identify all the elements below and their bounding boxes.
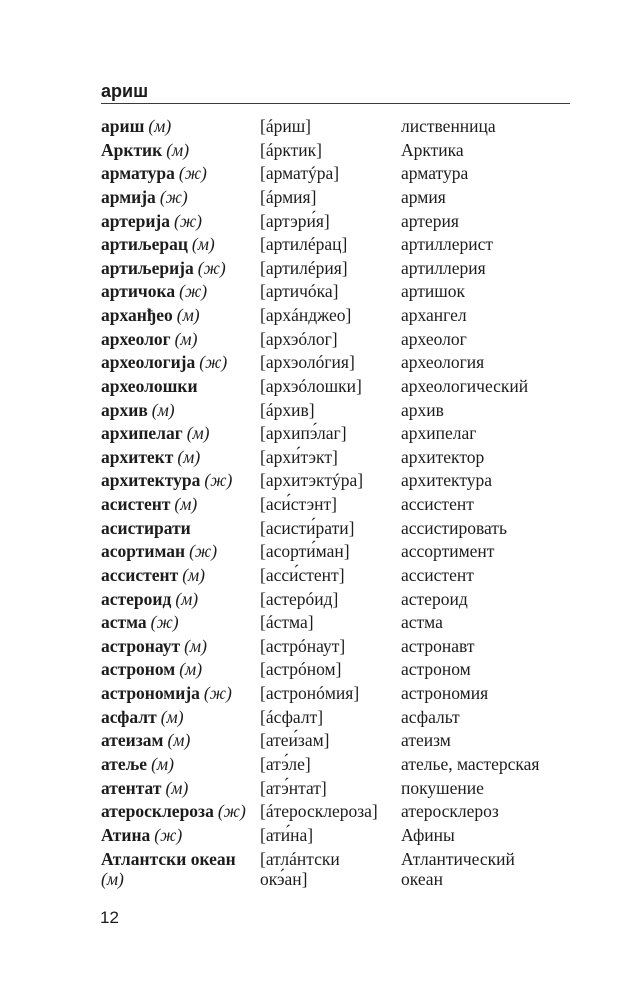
gender-label: (ж)	[217, 801, 246, 822]
headword-cell	[101, 186, 260, 210]
headword: ариш	[101, 116, 145, 136]
gender-label: (м)	[166, 139, 190, 160]
headword: архипелаг	[101, 423, 183, 444]
dictionary-entry	[101, 753, 571, 777]
dictionary-entry	[101, 422, 571, 446]
headword: асистент	[101, 494, 171, 514]
pronunciation: [аси́стэнт]	[260, 494, 337, 514]
dictionary-entry	[101, 824, 571, 848]
headword: астероид	[101, 588, 172, 609]
headword: астроном	[101, 659, 176, 680]
pronunciation: [астрóном]	[260, 659, 342, 680]
pronunciation: [артэри́я]	[260, 210, 330, 231]
pronunciation: [архэóлог]	[260, 328, 338, 349]
gender-label: (м)	[184, 635, 207, 656]
pronunciation: [асорти́ман]	[260, 541, 350, 562]
dictionary-entry	[101, 635, 571, 659]
translation: артерия	[401, 210, 459, 231]
dictionary-entry	[101, 469, 571, 493]
headword: архитектура	[101, 470, 201, 491]
headword: артичока	[101, 281, 176, 302]
headword-cell	[101, 469, 260, 493]
gender-label: (м)	[160, 706, 184, 727]
translation: Афины	[401, 824, 455, 845]
headword-cell	[101, 233, 260, 257]
headword: архитект	[101, 446, 174, 467]
gender-label: (м)	[177, 446, 201, 467]
dictionary-entry	[101, 399, 571, 423]
translation: архипелаг	[401, 423, 477, 444]
headword-cell	[101, 540, 260, 564]
translation: ассистировать	[401, 517, 507, 538]
translation: ассистент	[401, 494, 474, 514]
translation: покушение	[401, 777, 484, 798]
headword: артерија	[101, 210, 171, 231]
headword-cell	[101, 824, 260, 848]
headword-cell	[101, 115, 260, 139]
headword: астронаут	[101, 635, 181, 656]
gender-label: (ж)	[189, 541, 218, 562]
headword-cell	[101, 304, 260, 328]
pronunciation: [áриш]	[260, 116, 312, 136]
gender-label: (ж)	[159, 186, 188, 207]
translation: ассортимент	[401, 541, 495, 562]
gender-label: (м)	[176, 305, 200, 325]
headword-cell	[101, 280, 260, 304]
pronunciation: [архáнджео]	[260, 305, 352, 325]
gender-label: (м)	[191, 234, 215, 255]
headword-cell	[101, 210, 260, 234]
headword-cell	[101, 729, 260, 753]
dictionary-entry	[101, 658, 571, 682]
gender-label: (м)	[179, 659, 203, 680]
headword: атеље	[101, 753, 148, 774]
headword: Атина	[101, 824, 151, 845]
gender-label: (ж)	[197, 257, 226, 278]
dictionary-entry	[101, 328, 571, 352]
pronunciation: [áрмия]	[260, 186, 317, 207]
headword: артиљерац	[101, 234, 188, 255]
dictionary-entry	[101, 304, 571, 328]
pronunciation: [астерóид]	[260, 588, 339, 609]
translation: арматура	[401, 163, 469, 184]
headword: артиљерија	[101, 257, 194, 278]
headword: армија	[101, 186, 156, 207]
translation: артишок	[401, 281, 466, 302]
gender-label: (ж)	[204, 470, 233, 491]
headword-cell	[101, 162, 260, 186]
headword-cell	[101, 706, 260, 730]
page-number: 12	[100, 908, 119, 927]
pronunciation: [астронóмия]	[260, 683, 360, 703]
dictionary-entry	[101, 540, 571, 564]
gender-label: (ж)	[179, 281, 208, 302]
dictionary-entry	[101, 682, 571, 706]
translation: астрономия	[401, 683, 489, 703]
gender-label: (м)	[182, 564, 206, 585]
headword-cell	[101, 753, 260, 777]
translation: астроном	[401, 659, 471, 680]
headword-cell	[101, 564, 260, 588]
translation: асфальт	[401, 706, 460, 727]
dictionary-entry	[101, 517, 571, 541]
headword: ассистент	[101, 564, 179, 585]
dictionary-entry	[101, 847, 571, 890]
pronunciation: [архитэктýра]	[260, 470, 364, 491]
translation: архив	[401, 399, 444, 420]
gender-label: (ж)	[154, 824, 183, 845]
translation: артиллерист	[401, 234, 494, 255]
dictionary-entry	[101, 777, 571, 801]
headword: асфалт	[101, 706, 157, 727]
headword: архив	[101, 399, 148, 420]
headword-cell	[101, 399, 260, 423]
pronunciation: [астрóнаут]	[260, 635, 346, 656]
headword-cell	[101, 328, 260, 352]
headword-cell	[101, 422, 260, 446]
pronunciation: [артилéрия]	[260, 257, 348, 278]
pronunciation: [áсфалт]	[260, 706, 324, 727]
pronunciation: [архэолóгия]	[260, 352, 355, 373]
gender-label: (м)	[148, 116, 172, 136]
pronunciation: [архипэ́лаг]	[260, 423, 347, 444]
pronunciation: [асси́стент]	[260, 564, 345, 585]
translation: Атлантический океан	[401, 848, 515, 890]
headword: атентат	[101, 777, 162, 798]
gender-label: (м)	[175, 588, 199, 609]
dictionary-entry	[101, 210, 571, 234]
headword: асортиман	[101, 541, 186, 562]
headword-cell	[101, 517, 260, 541]
gender-label: (ж)	[203, 683, 232, 703]
headword: астрономија	[101, 683, 200, 703]
translation: Арктика	[401, 139, 464, 160]
translation: атеросклероз	[401, 801, 499, 822]
gender-label: (м)	[167, 730, 191, 751]
header-rule	[101, 103, 570, 104]
headword-cell	[101, 658, 260, 682]
translation: артиллерия	[401, 257, 486, 278]
dictionary-entry-list	[101, 115, 571, 890]
gender-label: (м)	[151, 399, 175, 420]
headword-cell	[101, 493, 260, 517]
translation: атеизм	[401, 730, 451, 751]
dictionary-entry	[101, 729, 571, 753]
dictionary-entry	[101, 139, 571, 163]
gender-label: (м)	[165, 777, 189, 798]
translation: астма	[401, 612, 443, 633]
headword: арматура	[101, 163, 175, 184]
headword-cell	[101, 375, 260, 399]
pronunciation: [атэ́ле]	[260, 753, 311, 774]
gender-label: (ж)	[150, 612, 179, 633]
gender-label: (м)	[174, 328, 198, 349]
dictionary-entry	[101, 162, 571, 186]
pronunciation: [áтеросклероза]	[260, 801, 378, 822]
translation: архитектура	[401, 470, 493, 491]
translation: ассистент	[401, 564, 474, 585]
headword-cell	[101, 257, 260, 281]
pronunciation: [асисти́рати]	[260, 517, 355, 538]
headword-cell	[101, 611, 260, 635]
translation: археолог	[401, 328, 467, 349]
headword: археолог	[101, 328, 171, 349]
headword: атеизам	[101, 730, 164, 751]
headword-cell	[101, 588, 260, 612]
dictionary-entry	[101, 186, 571, 210]
gender-label: (м)	[101, 869, 124, 890]
translation: армия	[401, 186, 446, 207]
dictionary-entry	[101, 280, 571, 304]
dictionary-entry	[101, 375, 571, 399]
headword-cell	[101, 849, 251, 890]
dictionary-entry	[101, 611, 571, 635]
dictionary-entry	[101, 233, 571, 257]
headword-cell	[101, 446, 260, 470]
headword-cell	[101, 351, 260, 375]
dictionary-entry	[101, 115, 571, 139]
translation: астероид	[401, 588, 468, 609]
gender-label: (м)	[151, 753, 174, 774]
pronunciation: [архэóлошки]	[260, 375, 362, 396]
pronunciation: [артилéрац]	[260, 234, 348, 255]
headword: Арктик	[101, 139, 163, 160]
translation: архангел	[401, 305, 467, 325]
dictionary-entry	[101, 493, 571, 517]
dictionary-entry	[101, 706, 571, 730]
headword-cell	[101, 635, 260, 659]
dictionary-entry	[101, 564, 571, 588]
gender-label: (м)	[186, 423, 210, 444]
pronunciation: [ати́на]	[260, 824, 314, 845]
pronunciation: [атэ́нтат]	[260, 777, 327, 798]
pronunciation: [арматýра]	[260, 163, 340, 184]
headword-cell	[101, 139, 260, 163]
translation: лиственница	[401, 116, 496, 136]
headword: археолошки	[101, 375, 198, 396]
dictionary-entry	[101, 257, 571, 281]
translation: астронавт	[401, 635, 475, 656]
headword: Атлантски океан	[101, 848, 236, 869]
dictionary-entry	[101, 588, 571, 612]
translation: архитектор	[401, 446, 485, 467]
pronunciation: [артичóка]	[260, 281, 339, 302]
translation: археологический	[401, 375, 529, 396]
dictionary-entry	[101, 446, 571, 470]
headword: асистирати	[101, 517, 191, 538]
dictionary-entry	[101, 351, 571, 375]
headword-cell	[101, 682, 260, 706]
pronunciation: [áстма]	[260, 612, 314, 633]
dictionary-entry	[101, 800, 571, 824]
headword-cell	[101, 777, 260, 801]
translation: ателье, мастерская	[401, 753, 540, 774]
headword: арханђео	[101, 305, 173, 325]
gender-label: (ж)	[174, 210, 202, 231]
running-head: ариш	[101, 81, 149, 101]
gender-label: (ж)	[199, 352, 228, 373]
gender-label: (м)	[174, 494, 198, 514]
translation: археология	[401, 352, 485, 373]
pronunciation: [атеи́зам]	[260, 730, 330, 751]
pronunciation: [архи́тэкт]	[260, 446, 338, 467]
headword: астма	[101, 612, 147, 633]
headword: археологија	[101, 352, 196, 373]
pronunciation: [áрктик]	[260, 139, 322, 160]
pronunciation: [áрхив]	[260, 399, 315, 420]
pronunciation: [атлáнтски окэ́ан]	[260, 848, 340, 890]
headword-cell	[101, 800, 260, 824]
headword: атеросклероза	[101, 801, 214, 822]
gender-label: (ж)	[178, 163, 207, 184]
